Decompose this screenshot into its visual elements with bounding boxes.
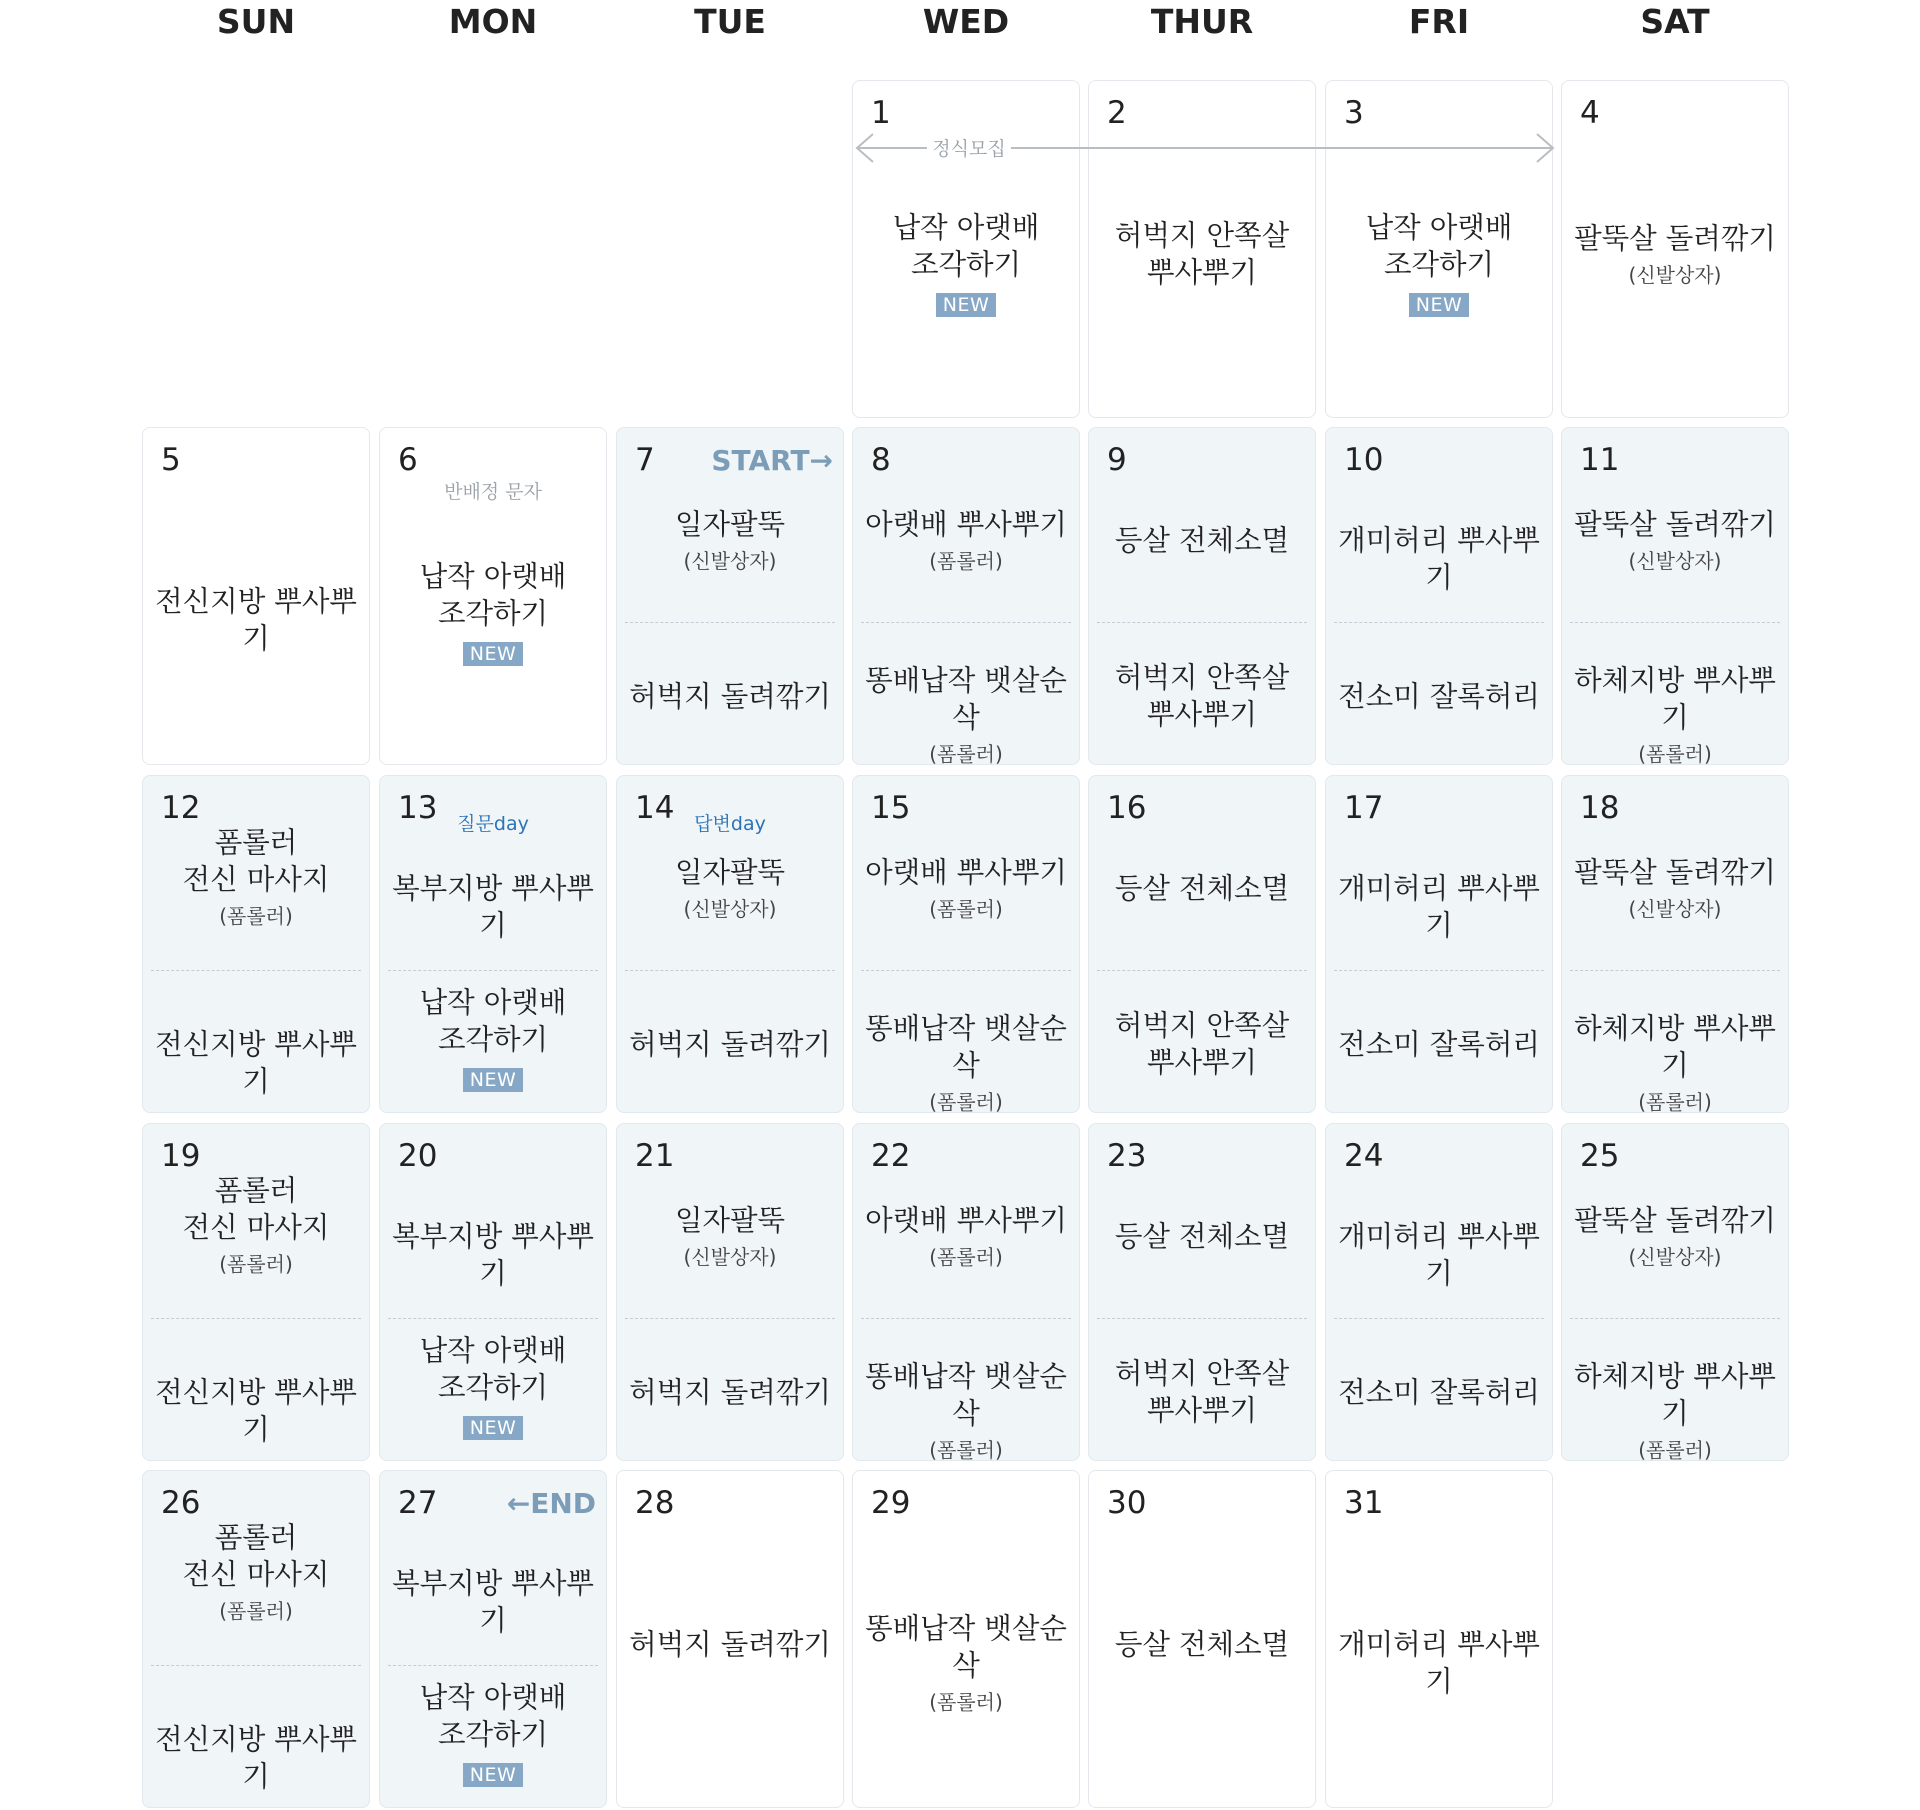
day-number: 31 [1344, 1485, 1384, 1521]
event-title: 개미허리 뿌사뿌기 [1338, 1219, 1540, 1290]
event-title: 폼롤러 전신 마사지 [182, 1521, 330, 1591]
calendar-day-1[interactable] [852, 80, 1080, 418]
event-title: 복부지방 뿌사뿌기 [392, 1219, 594, 1290]
calendar-day-25[interactable] [1561, 1123, 1789, 1461]
event-title: 전신지방 뿌사뿌기 [155, 1375, 357, 1446]
calendar-day-17[interactable] [1325, 775, 1553, 1113]
event-title: 허벅지 돌려깎기 [629, 1027, 831, 1061]
calendar-day-5[interactable] [142, 427, 370, 765]
event-item[interactable] [380, 558, 606, 666]
weekday-header-mon: MON [448, 2, 538, 41]
event-title: 허벅지 안쪽살 뿌사뿌기 [1114, 219, 1290, 289]
event-divider [1097, 970, 1307, 971]
event-item[interactable] [617, 1202, 843, 1271]
weekday-header-sat: SAT [1640, 2, 1710, 41]
event-divider [151, 1665, 361, 1666]
event-title: 전신지방 뿌사뿌기 [155, 1722, 357, 1793]
event-title: 전소미 잘록허리 [1338, 679, 1540, 713]
event-divider [625, 970, 835, 971]
start-flag: START→ [711, 444, 833, 477]
day-tag: 답변day [694, 813, 766, 835]
event-item[interactable] [617, 1626, 843, 1663]
event-item[interactable] [1326, 209, 1552, 317]
event-title: 납작 아랫배 조각하기 [419, 1681, 567, 1751]
event-item[interactable] [1089, 522, 1315, 559]
event-title: 허벅지 돌려깎기 [629, 1627, 831, 1661]
day-number: 30 [1107, 1485, 1147, 1521]
event-equipment: (신발상자) [683, 1244, 777, 1269]
event-equipment: (폼롤러) [1638, 1437, 1712, 1461]
event-title: 개미허리 뿌사뿌기 [1338, 1627, 1540, 1698]
event-title: 똥배납작 뱃살순삭 [865, 1011, 1067, 1082]
event-title: 하체지방 뿌사뿌기 [1574, 1011, 1776, 1082]
event-equipment: (폼롤러) [219, 1252, 293, 1276]
calendar-day-18[interactable] [1561, 775, 1789, 1113]
event-item[interactable] [617, 1374, 843, 1411]
weekday-header-wed: WED [922, 2, 1010, 41]
calendar-day-2[interactable] [1088, 80, 1316, 418]
event-item[interactable] [380, 1332, 606, 1440]
event-item[interactable] [380, 870, 606, 944]
event-title: 등살 전체소멸 [1114, 1627, 1290, 1661]
event-item[interactable] [617, 1026, 843, 1063]
event-title: 납작 아랫배 조각하기 [1365, 211, 1513, 281]
event-title: 등살 전체소멸 [1114, 523, 1290, 557]
new-badge: NEW [936, 293, 997, 317]
event-divider [151, 1318, 361, 1319]
event-item[interactable] [1089, 1218, 1315, 1255]
event-equipment: (신발상자) [1628, 896, 1722, 921]
calendar-day-3[interactable] [1325, 80, 1553, 418]
event-title: 일자팔뚝 [674, 507, 786, 541]
event-item[interactable] [1089, 659, 1315, 733]
day-number: 23 [1107, 1138, 1147, 1174]
event-equipment: (폼롤러) [1638, 741, 1712, 765]
event-equipment: (폼롤러) [929, 741, 1003, 765]
event-title: 전소미 잘록허리 [1338, 1027, 1540, 1061]
calendar-day-31[interactable] [1325, 1470, 1553, 1808]
event-equipment: (폼롤러) [219, 904, 293, 928]
event-divider [388, 1318, 598, 1319]
event-title: 똥배납작 뱃살순삭 [865, 1611, 1067, 1682]
event-divider [1334, 1318, 1544, 1319]
day-number: 7 [635, 442, 655, 478]
event-equipment: (폼롤러) [1638, 1089, 1712, 1113]
event-title: 팔뚝살 돌려깎기 [1574, 507, 1776, 541]
event-title: 전신지방 뿌사뿌기 [155, 1027, 357, 1098]
calendar-day-12[interactable] [142, 775, 370, 1113]
day-number: 24 [1344, 1138, 1384, 1174]
event-equipment: (폼롤러) [929, 1244, 1003, 1269]
day-number: 21 [635, 1138, 675, 1174]
day-number: 27 [398, 1485, 438, 1521]
day-number: 6 [398, 442, 418, 478]
event-divider [1334, 970, 1544, 971]
day-number: 28 [635, 1485, 675, 1521]
day-number: 26 [161, 1485, 201, 1521]
day-number: 1 [871, 95, 891, 131]
day-number: 25 [1580, 1138, 1620, 1174]
calendar-day-15[interactable] [852, 775, 1080, 1113]
event-divider [1097, 622, 1307, 623]
new-badge: NEW [463, 1416, 524, 1440]
day-number: 29 [871, 1485, 911, 1521]
event-title: 아랫배 뿌사뿌기 [865, 507, 1067, 541]
event-equipment: (신발상자) [683, 548, 777, 573]
event-divider [625, 622, 835, 623]
event-item[interactable] [1326, 1626, 1552, 1700]
calendar-day-22[interactable] [852, 1123, 1080, 1461]
event-equipment: (폼롤러) [219, 1599, 293, 1623]
event-item[interactable] [143, 1519, 369, 1625]
day-number: 2 [1107, 95, 1127, 131]
weekday-header-tue: TUE [694, 2, 766, 41]
calendar-day-24[interactable] [1325, 1123, 1553, 1461]
day-number: 16 [1107, 790, 1147, 826]
event-divider [861, 622, 1071, 623]
event-divider [1570, 1318, 1780, 1319]
calendar-day-8[interactable] [852, 427, 1080, 765]
event-item[interactable] [1326, 1026, 1552, 1063]
calendar-day-29[interactable] [852, 1470, 1080, 1808]
event-item[interactable] [1326, 1374, 1552, 1411]
day-number: 12 [161, 790, 201, 826]
new-badge: NEW [463, 1068, 524, 1092]
event-title: 폼롤러 전신 마사지 [182, 826, 330, 896]
event-title: 허벅지 돌려깎기 [629, 1375, 831, 1409]
event-item[interactable] [853, 1010, 1079, 1114]
day-number: 18 [1580, 790, 1620, 826]
day-number: 19 [161, 1138, 201, 1174]
event-title: 납작 아랫배 조각하기 [419, 986, 567, 1056]
event-title: 등살 전체소멸 [1114, 1219, 1290, 1253]
calendar-day-20[interactable] [379, 1123, 607, 1461]
calendar-day-4[interactable] [1561, 80, 1789, 418]
event-divider [388, 1665, 598, 1666]
calendar-day-21[interactable] [616, 1123, 844, 1461]
event-item[interactable] [1326, 870, 1552, 944]
event-item[interactable] [143, 583, 369, 657]
event-item[interactable] [617, 854, 843, 923]
event-item[interactable] [1562, 220, 1788, 289]
range-arrow [855, 132, 1555, 164]
calendar-day-19[interactable] [142, 1123, 370, 1461]
event-title: 복부지방 뿌사뿌기 [392, 1566, 594, 1637]
event-item[interactable] [1089, 1355, 1315, 1429]
event-divider [1097, 1318, 1307, 1319]
day-number: 17 [1344, 790, 1384, 826]
calendar-day-13[interactable] [379, 775, 607, 1113]
event-item[interactable] [380, 1679, 606, 1787]
event-divider [388, 970, 598, 971]
calendar-day-14[interactable] [616, 775, 844, 1113]
end-flag: ←END [506, 1487, 596, 1520]
event-equipment: (신발상자) [1628, 262, 1722, 287]
event-title: 아랫배 뿌사뿌기 [865, 855, 1067, 889]
event-title: 허벅지 안쪽살 뿌사뿌기 [1114, 1009, 1290, 1079]
event-divider [151, 970, 361, 971]
calendar-day-10[interactable] [1325, 427, 1553, 765]
event-title: 허벅지 안쪽살 뿌사뿌기 [1114, 661, 1290, 731]
event-item[interactable] [1089, 870, 1315, 907]
event-item[interactable] [143, 824, 369, 930]
day-number: 20 [398, 1138, 438, 1174]
event-title: 납작 아랫배 조각하기 [419, 560, 567, 630]
event-divider [1570, 622, 1780, 623]
new-badge: NEW [463, 1763, 524, 1787]
day-number: 11 [1580, 442, 1620, 478]
new-badge: NEW [1409, 293, 1470, 317]
event-equipment: (신발상자) [683, 896, 777, 921]
calendar-day-30[interactable] [1088, 1470, 1316, 1808]
event-title: 개미허리 뿌사뿌기 [1338, 523, 1540, 594]
day-tag: 반배정 문자 [444, 481, 542, 503]
event-title: 똥배납작 뱃살순삭 [865, 1359, 1067, 1430]
event-item[interactable] [380, 1218, 606, 1292]
event-item[interactable] [1562, 854, 1788, 923]
new-badge: NEW [463, 642, 524, 666]
weekday-header-thur: THUR [1150, 2, 1254, 41]
day-number: 15 [871, 790, 911, 826]
day-tag: 질문day [457, 813, 529, 835]
calendar-day-27[interactable] [379, 1470, 607, 1808]
event-item[interactable] [853, 1202, 1079, 1271]
calendar-day-16[interactable] [1088, 775, 1316, 1113]
event-title: 일자팔뚝 [674, 1203, 786, 1237]
day-number: 13 [398, 790, 438, 826]
calendar-day-11[interactable] [1561, 427, 1789, 765]
calendar-day-23[interactable] [1088, 1123, 1316, 1461]
event-divider [861, 970, 1071, 971]
event-divider [861, 1318, 1071, 1319]
range-label: 정식모집 [932, 138, 1006, 160]
event-item[interactable] [853, 854, 1079, 923]
calendar-day-7[interactable] [616, 427, 844, 765]
event-equipment: (폼롤러) [929, 548, 1003, 573]
event-item[interactable] [1326, 522, 1552, 596]
calendar-day-28[interactable] [616, 1470, 844, 1808]
event-title: 팔뚝살 돌려깎기 [1574, 221, 1776, 255]
day-number: 5 [161, 442, 181, 478]
event-item[interactable] [1562, 506, 1788, 575]
event-title: 아랫배 뿌사뿌기 [865, 1203, 1067, 1237]
event-item[interactable] [1562, 1358, 1788, 1462]
event-title: 전소미 잘록허리 [1338, 1375, 1540, 1409]
day-number: 4 [1580, 95, 1600, 131]
event-title: 등살 전체소멸 [1114, 871, 1290, 905]
event-item[interactable] [1089, 1007, 1315, 1081]
weekday-header-fri: FRI [1408, 2, 1470, 41]
event-item[interactable] [853, 506, 1079, 575]
event-item[interactable] [853, 209, 1079, 317]
event-item[interactable] [1089, 1626, 1315, 1663]
event-divider [1334, 622, 1544, 623]
calendar-day-26[interactable] [142, 1470, 370, 1808]
event-equipment: (신발상자) [1628, 548, 1722, 573]
event-item[interactable] [143, 1721, 369, 1795]
day-number: 8 [871, 442, 891, 478]
event-title: 폼롤러 전신 마사지 [182, 1174, 330, 1244]
event-title: 허벅지 돌려깎기 [629, 679, 831, 713]
calendar-day-9[interactable] [1088, 427, 1316, 765]
event-item[interactable] [143, 1172, 369, 1278]
event-item[interactable] [380, 984, 606, 1092]
event-item[interactable] [1326, 1218, 1552, 1292]
event-item[interactable] [380, 1565, 606, 1639]
event-item[interactable] [617, 678, 843, 715]
event-title: 복부지방 뿌사뿌기 [392, 871, 594, 942]
event-item[interactable] [853, 1358, 1079, 1462]
event-title: 허벅지 안쪽살 뿌사뿌기 [1114, 1357, 1290, 1427]
event-equipment: (폼롤러) [929, 1689, 1003, 1714]
day-number: 9 [1107, 442, 1127, 478]
event-item[interactable] [617, 506, 843, 575]
event-divider [625, 1318, 835, 1319]
event-title: 똥배납작 뱃살순삭 [865, 663, 1067, 734]
event-title: 전신지방 뿌사뿌기 [155, 584, 357, 655]
day-number: 22 [871, 1138, 911, 1174]
event-item[interactable] [143, 1026, 369, 1100]
event-equipment: (신발상자) [1628, 1244, 1722, 1269]
day-number: 3 [1344, 95, 1364, 131]
event-item[interactable] [853, 1610, 1079, 1716]
event-title: 하체지방 뿌사뿌기 [1574, 1359, 1776, 1430]
day-number: 10 [1344, 442, 1384, 478]
event-item[interactable] [143, 1374, 369, 1448]
event-equipment: (폼롤러) [929, 896, 1003, 921]
event-item[interactable] [1326, 678, 1552, 715]
event-title: 개미허리 뿌사뿌기 [1338, 871, 1540, 942]
event-item[interactable] [1089, 217, 1315, 291]
event-title: 팔뚝살 돌려깎기 [1574, 855, 1776, 889]
event-title: 팔뚝살 돌려깎기 [1574, 1203, 1776, 1237]
calendar-day-6[interactable] [379, 427, 607, 765]
event-title: 일자팔뚝 [674, 855, 786, 889]
event-item[interactable] [853, 662, 1079, 766]
event-title: 하체지방 뿌사뿌기 [1574, 663, 1776, 734]
event-title: 납작 아랫배 조각하기 [892, 211, 1040, 281]
event-item[interactable] [1562, 1010, 1788, 1114]
event-title: 납작 아랫배 조각하기 [419, 1334, 567, 1404]
event-equipment: (폼롤러) [929, 1437, 1003, 1461]
weekday-header-sun: SUN [216, 2, 296, 41]
event-item[interactable] [1562, 662, 1788, 766]
day-number: 14 [635, 790, 675, 826]
event-item[interactable] [1562, 1202, 1788, 1271]
event-equipment: (폼롤러) [929, 1089, 1003, 1113]
event-divider [1570, 970, 1780, 971]
